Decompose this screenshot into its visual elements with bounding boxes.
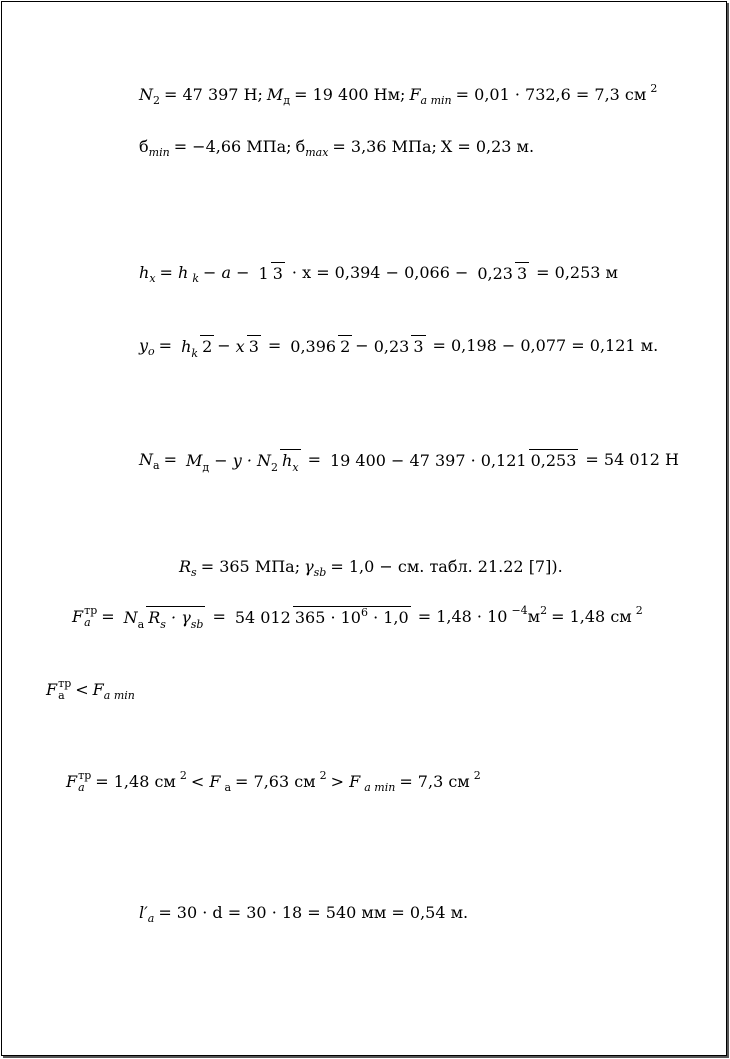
gamma-symbol: · γ xyxy=(171,608,191,628)
equals-sign: = xyxy=(307,450,321,469)
less-than-sign: < xyxy=(75,680,89,700)
fa-superscript: тр xyxy=(84,604,98,617)
n2-symbol: N xyxy=(139,85,153,104)
la-subscript: a xyxy=(147,911,155,925)
fraction-x-3 xyxy=(234,335,261,357)
equals-sign: = xyxy=(163,450,177,469)
gamma-subscript: sb xyxy=(313,565,327,579)
sigma-min-value: = −4,66 МПа; xyxy=(173,137,292,156)
fa-symbol: F xyxy=(46,680,58,700)
exponent: 2 xyxy=(319,768,327,782)
fraction-fa-formula xyxy=(122,606,206,632)
sigma-max-subscript: max xyxy=(305,145,329,159)
famin-symbol: F xyxy=(409,85,421,104)
rs-subscript: s xyxy=(191,565,197,579)
la-value: = 30 · d = 30 · 18 = 540 мм = 0,54 м. xyxy=(158,903,469,922)
exponent: 2 xyxy=(540,603,548,617)
md-subscript: д xyxy=(283,93,291,107)
fraction-x-third xyxy=(475,262,529,284)
fraction-denominator: 0,253 xyxy=(530,451,577,470)
fraction-numerator: N xyxy=(123,608,138,628)
fa-subscript: a xyxy=(78,781,85,795)
sigma-min-symbol: б xyxy=(139,137,149,156)
fraction-numerator: h xyxy=(181,337,192,356)
fraction-denominator: 3 xyxy=(413,337,424,356)
fraction-one-third xyxy=(257,262,285,284)
sigma-max-value: = 3,36 МПа; xyxy=(332,137,437,156)
equation-n2-md-famin xyxy=(139,81,658,107)
rs-symbol: R xyxy=(148,608,161,628)
exponent: 2 xyxy=(635,603,643,617)
fa-required-value: = 1,48 см xyxy=(95,772,176,792)
fraction-numerator: x xyxy=(235,337,245,356)
fraction-numerator: 19 400 − 47 397 · 0,121 xyxy=(329,451,527,470)
fa-superscript: тр xyxy=(78,769,92,782)
gamma-value-reference: = 1,0 − см. табл. 21.22 [7]). xyxy=(330,557,563,576)
rs-value: = 365 МПа; xyxy=(200,557,301,576)
document-page xyxy=(1,1,727,1056)
fraction-denominator: 2 xyxy=(340,337,351,356)
hx-result: = 0,253 м xyxy=(536,263,618,282)
equals-sign: = xyxy=(212,607,226,627)
exponent: 2 xyxy=(473,768,481,782)
la-symbol: l′ xyxy=(139,903,148,922)
hx-subscript: x xyxy=(292,461,299,474)
famin-symbol: F xyxy=(92,680,104,700)
fraction-na-numbers xyxy=(328,449,578,471)
hk-subscript: k xyxy=(191,347,199,360)
gamma-subscript: sb xyxy=(190,618,204,632)
fa-superscript: тр xyxy=(58,677,72,690)
inequality-chain xyxy=(66,770,481,794)
fraction-numerator: 0,396 xyxy=(290,337,337,356)
equation-rs-gamma xyxy=(179,557,567,579)
fraction-fa-numbers xyxy=(233,606,411,628)
equals-sign: = xyxy=(158,336,173,355)
rs-symbol: R xyxy=(179,557,192,576)
equals-sign: = xyxy=(267,336,282,355)
yo-result: = 0,198 − 0,077 = 0,121 м. xyxy=(432,336,659,355)
fraction-denominator: 3 xyxy=(516,264,528,283)
fa-subscript: a xyxy=(58,689,65,703)
equation-yo xyxy=(139,335,662,360)
exponent: 2 xyxy=(179,768,187,782)
fraction-023-3 xyxy=(372,335,426,357)
yo-symbol: y xyxy=(139,336,149,355)
fa-actual-symbol: < F xyxy=(190,772,221,792)
n2-subscript: 2 xyxy=(271,461,279,474)
fraction-denominator-rest: · 1,0 xyxy=(373,608,409,628)
fa-subscript: a xyxy=(224,780,232,794)
famin-unit-exponent: 2 xyxy=(650,81,658,95)
exponent: −4 xyxy=(511,603,528,617)
n2-subscript: 2 xyxy=(153,93,160,107)
sigma-min-subscript: min xyxy=(148,145,170,159)
famin-value: = 7,3 см xyxy=(399,772,470,792)
md-value: = 19 400 Нм; xyxy=(294,85,406,104)
fraction-denominator: 3 xyxy=(248,337,259,356)
minus-sign: − xyxy=(355,336,369,355)
famin-subscript: a min xyxy=(364,780,396,794)
fraction-denominator: h xyxy=(282,451,293,470)
x-value: X = 0,23 м. xyxy=(440,137,535,156)
fa-result-cm2: = 1,48 см xyxy=(551,607,632,627)
fraction-denominator: 365 · 10 xyxy=(294,608,361,628)
fa-symbol: F xyxy=(66,772,78,792)
hk-term: = h xyxy=(159,263,189,282)
equation-stresses xyxy=(139,137,535,159)
md-symbol: M xyxy=(266,85,284,104)
hk-subscript: k xyxy=(192,271,199,285)
exponent: 6 xyxy=(360,606,368,620)
na-result: = 54 012 H xyxy=(585,450,679,469)
famin-subscript: a min xyxy=(420,93,452,107)
fa-actual-value: = 7,63 см xyxy=(235,772,316,792)
fraction-denominator: 3 xyxy=(272,264,283,283)
fraction-0396-2 xyxy=(288,335,352,357)
na-symbol: N xyxy=(139,450,153,469)
fraction-hk-2 xyxy=(179,335,214,360)
fraction-numerator: − y · N xyxy=(214,451,272,470)
na-subscript: a xyxy=(137,618,145,632)
famin-value: = 0,01 · 732,6 = 7,3 см xyxy=(455,85,647,104)
a-term: − a − xyxy=(203,263,250,282)
famin-subscript: a min xyxy=(103,688,135,702)
na-subscript: a xyxy=(153,458,160,472)
equation-fa-required xyxy=(72,603,643,632)
rs-subscript: s xyxy=(160,618,166,632)
inequality-fa-famin xyxy=(46,678,135,702)
fa-symbol: F xyxy=(72,607,84,627)
fa-result-m2: = 1,48 · 10 xyxy=(417,607,508,627)
equals-sign: = xyxy=(101,607,115,627)
fa-subscript: a xyxy=(84,616,91,630)
equation-anchorage-length xyxy=(139,903,472,925)
fraction-na-formula xyxy=(184,449,301,474)
yo-subscript: o xyxy=(148,344,155,358)
sigma-max-symbol: б xyxy=(295,137,306,156)
gamma-symbol: γ xyxy=(304,557,314,576)
equation-na xyxy=(139,449,683,474)
hx-subscript: x xyxy=(149,271,156,285)
hx-symbol: h xyxy=(139,263,150,282)
minus-sign: − xyxy=(217,336,231,355)
hx-substitution: · x = 0,394 − 0,066 − xyxy=(291,263,469,282)
famin-symbol: > F xyxy=(330,772,361,792)
md-subscript: д xyxy=(202,461,210,474)
md-symbol: M xyxy=(185,451,203,470)
fraction-numerator: 1 xyxy=(258,264,269,283)
fraction-numerator: 54 012 xyxy=(234,608,291,628)
unit-m: м xyxy=(527,607,541,627)
fraction-numerator: 0,23 xyxy=(477,264,513,283)
fraction-denominator: 2 xyxy=(202,337,213,356)
n2-value: = 47 397 H; xyxy=(164,85,263,104)
equation-hx xyxy=(139,262,622,284)
fraction-numerator: 0,23 xyxy=(373,337,410,356)
